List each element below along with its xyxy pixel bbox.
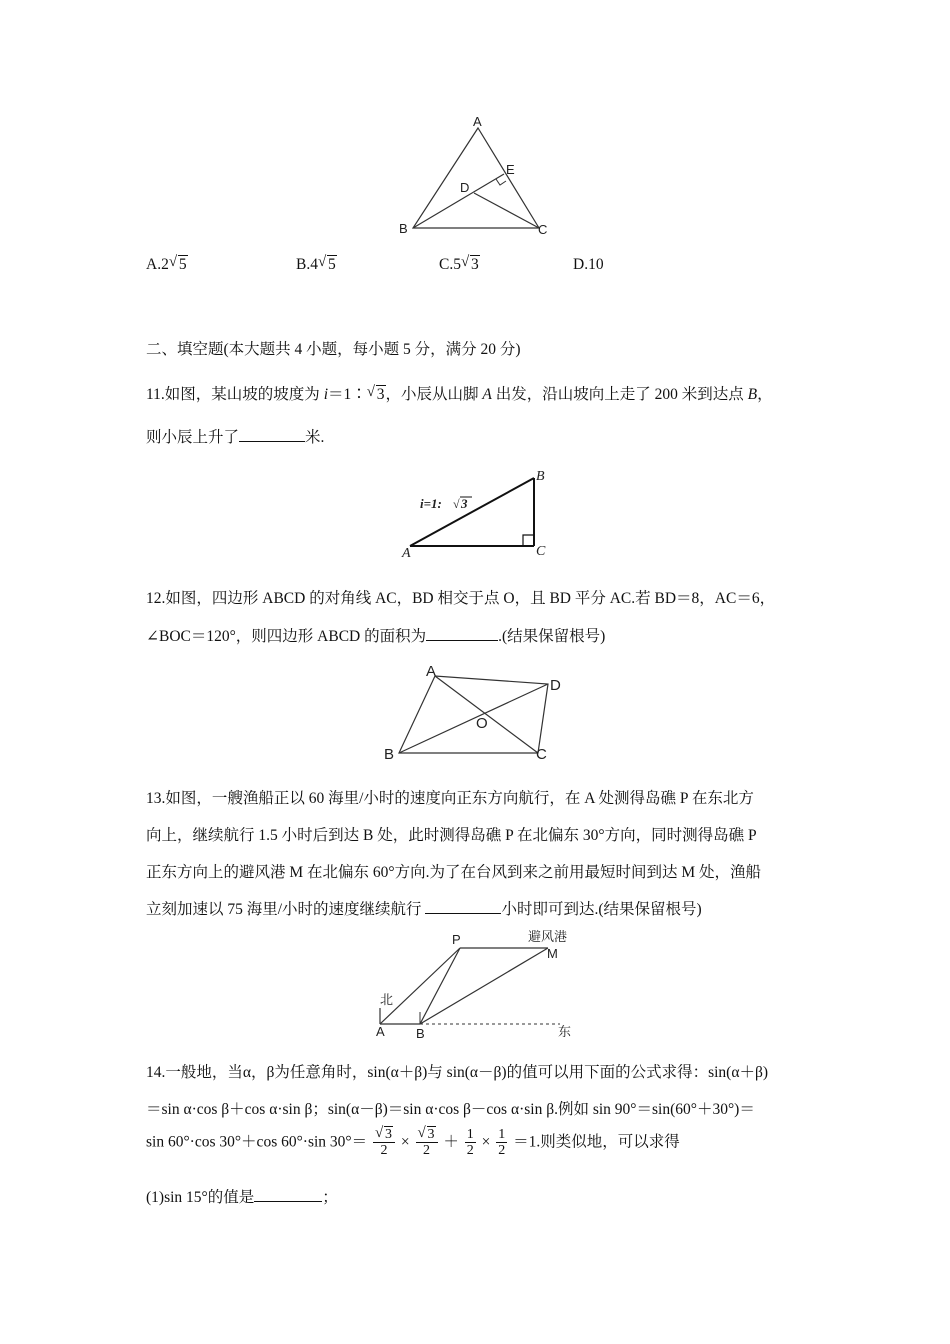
- vertex-c-label: C: [538, 222, 548, 237]
- slope-figure-q11: [396, 464, 556, 560]
- point-b-label: B: [416, 1026, 425, 1040]
- triangle-figure-q10: [390, 112, 560, 242]
- answer-blank[interactable]: [426, 626, 498, 641]
- harbor-label: 避风港: [528, 929, 568, 944]
- vertex-c-label: C: [536, 746, 547, 763]
- vertex-a-label: A: [402, 546, 411, 560]
- slope-ratio-radicand: 3: [461, 496, 468, 511]
- quadrilateral-figure-q12: [380, 660, 580, 764]
- sqrt-symbol: √ 3: [366, 384, 385, 403]
- north-label: 北: [380, 992, 394, 1007]
- option-d[interactable]: D.10: [573, 256, 604, 273]
- q13-line1: 13.如图，一艘渔船正以 60 海里/小时的速度向正东方向航行，在 A 处测得岛礁 P 在东北方: [146, 790, 754, 807]
- vertex-a-label: A: [426, 663, 437, 680]
- q14-line1: 14.一般地，当α，β为任意角时，sin(α＋β)与 sin(α－β)的值可以用下面的公式求得：sin(α＋β): [146, 1064, 769, 1081]
- point-d-label: D: [460, 180, 470, 195]
- answer-blank[interactable]: [239, 427, 305, 442]
- vertex-a-label: A: [473, 114, 482, 129]
- sqrt-symbol: √ 3: [460, 254, 479, 273]
- option-a[interactable]: A.2 √ 5: [146, 254, 187, 273]
- fraction-one-half: $\frac{1}{2}$: [498, 1127, 506, 1159]
- answer-blank[interactable]: [254, 1187, 322, 1202]
- navigation-figure-q13: [374, 928, 584, 1040]
- section-title: 二、填空题(本大题共 4 小题，每小题 5 分，满分 20 分): [146, 341, 521, 358]
- q13-line4: 立刻加速以 75 海里/小时的速度继续航行 小时即可到达.(结果保留根号): [146, 901, 702, 918]
- sqrt-symbol: √ 5: [317, 254, 336, 273]
- q12-line2: ∠BOC＝120°，则四边形 ABCD 的面积为 .(结果保留根号): [146, 628, 606, 645]
- vertex-b-label: B: [384, 746, 395, 763]
- option-b[interactable]: B.4 √ 5: [296, 254, 336, 273]
- q11-line1: 11.如图，某山坡的坡度为 i＝1∶ √ 3，小辰从山脚 A 出发，沿山坡向上走了 200 米到达点 B，: [146, 384, 773, 403]
- q14-line3: sin 60°·cos 30°＋cos 60°·sin 30°＝ √ 3 2 × √ 3 2 ＋ $\frac{1}{2}$ × $\frac{1}{2}$ ＝1.则类似地，可以求得: [146, 1125, 680, 1159]
- fraction-sqrt3-over-2: √ 3 2: [373, 1127, 395, 1159]
- fraction-one-half: $\frac{1}{2}$: [466, 1127, 474, 1159]
- vertex-c-label: C: [536, 544, 546, 559]
- point-o-label: O: [476, 715, 488, 732]
- q13-line3: 正东方向上的避风港 M 在北偏东 60°方向.为了在台风到来之前用最短时间到达 M 处，渔船: [146, 864, 762, 881]
- point-e-label: E: [506, 162, 515, 177]
- vertex-b-label: B: [399, 221, 408, 236]
- point-p-label: P: [452, 932, 461, 947]
- fraction-sqrt3-over-2: √ 3 2: [416, 1127, 438, 1159]
- q14-line4: (1)sin 15°的值是 ；: [146, 1189, 338, 1206]
- vertex-d-label: D: [550, 677, 561, 694]
- point-a-label: A: [376, 1024, 385, 1039]
- q11-line2: 则小辰上升了 米.: [146, 429, 325, 446]
- q13-line2: 向上，继续航行 1.5 小时后到达 B 处，此时测得岛礁 P 在北偏东 30°方向，同时测得岛礁 P: [146, 827, 757, 844]
- east-label: 东: [558, 1024, 572, 1039]
- option-c[interactable]: C.5 √ 3: [439, 254, 479, 273]
- vertex-b-label: B: [536, 469, 545, 484]
- answer-blank[interactable]: [425, 899, 501, 914]
- q14-line2: ＝sin α·cos β＋cos α·sin β；sin(α－β)＝sin α·cos β－cos α·sin β.例如 sin 90°＝sin(60°＋30°)＝: [146, 1101, 755, 1118]
- slope-ratio-label: i=1:: [420, 496, 442, 511]
- point-m-label: M: [547, 946, 558, 961]
- sqrt-symbol: √ 5: [168, 254, 187, 273]
- svg-text:√: √: [453, 497, 460, 511]
- q12-line1: 12.如图，四边形 ABCD 的对角线 AC，BD 相交于点 O，且 BD 平分 AC.若 BD＝8，AC＝6，: [146, 590, 776, 607]
